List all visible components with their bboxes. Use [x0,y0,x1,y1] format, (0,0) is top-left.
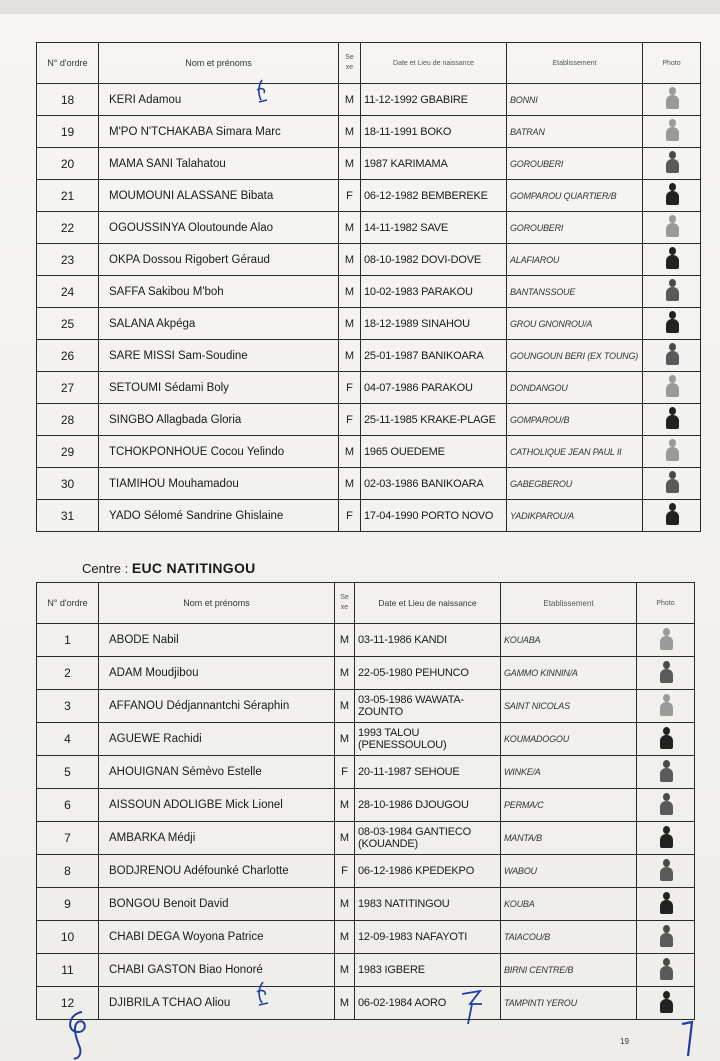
portrait-photo-icon [665,277,679,303]
order-number-cell: 5 [37,756,99,789]
sex-cell: M [339,244,361,276]
candidate-name-cell: BODJRENOU Adéfounké Charlotte [99,855,335,888]
table-row [37,468,701,500]
birth-date-place-cell: 1993 TALOU (PENESSOULOU) [355,723,501,756]
establishment-cell: KOUBA [501,888,637,921]
establishment-cell: GAMMO KINNIN/A [501,657,637,690]
header-photo: Photo [637,583,695,624]
table-row [37,888,695,921]
birth-date-place-cell: 06-12-1986 KPEDEKPO [355,855,501,888]
portrait-photo-icon [665,469,679,495]
portrait-photo-icon [659,791,673,817]
establishment-cell: WABOU [501,855,637,888]
photo-cell [643,436,701,468]
order-number-cell: 10 [37,921,99,954]
candidate-name-cell: DJIBRILA TCHAO Aliou [99,987,335,1020]
header-name: Nom et prénoms [99,43,339,84]
birth-date-place-cell: 08-10-1982 DOVI-DOVE [361,244,507,276]
photo-cell [637,855,695,888]
sex-cell: M [335,690,355,723]
birth-date-place-cell: 12-09-1983 NAFAYOTI [355,921,501,954]
sex-cell: M [335,822,355,855]
header-sex: Se xe [339,43,361,84]
photo-cell [637,888,695,921]
photo-cell [643,180,701,212]
photo-cell [637,723,695,756]
photo-cell [637,624,695,657]
order-number-cell: 30 [37,468,99,500]
order-number-cell: 31 [37,500,99,532]
establishment-cell: GOROUBERI [507,148,643,180]
portrait-photo-icon [659,956,673,982]
order-number-cell: 1 [37,624,99,657]
table-row [37,148,701,180]
portrait-photo-icon [665,181,679,207]
photo-cell [643,468,701,500]
header-establishment: Etablissement [501,583,637,624]
sex-cell: F [335,855,355,888]
order-number-cell: 23 [37,244,99,276]
photo-cell [637,756,695,789]
birth-date-place-cell: 08-03-1984 GANTIECO (KOUANDE) [355,822,501,855]
candidate-name-cell: OGOUSSINYA Oloutounde Alao [99,212,339,244]
order-number-cell: 11 [37,954,99,987]
portrait-photo-icon [665,245,679,271]
order-number-cell: 6 [37,789,99,822]
candidate-name-cell: SETOUMI Sédami Boly [99,372,339,404]
photo-cell [637,954,695,987]
portrait-photo-icon [665,309,679,335]
header-sex: Se xe [335,583,355,624]
portrait-photo-icon [659,626,673,652]
table-row [37,404,701,436]
centre-label: Centre : [82,561,129,576]
candidate-name-cell: MAMA SANI Talahatou [99,148,339,180]
portrait-photo-icon [659,824,673,850]
establishment-cell: BANTANSSOUE [507,276,643,308]
header-order-number: N° d'ordre [37,583,99,624]
establishment-cell: GOMPAROU QUARTIER/B [507,180,643,212]
portrait-photo-icon [665,213,679,239]
header-order-number: N° d'ordre [37,43,99,84]
centre-name: EUC NATITINGOU [131,560,256,576]
photo-cell [637,789,695,822]
birth-date-place-cell: 1983 IGBERE [355,954,501,987]
table-row [37,954,695,987]
birth-date-place-cell: 03-11-1986 KANDI [355,624,501,657]
sex-cell: M [339,116,361,148]
table-row [37,372,701,404]
sex-cell: M [339,436,361,468]
candidate-name-cell: SARE MISSI Sam-Soudine [99,340,339,372]
photo-cell [643,212,701,244]
portrait-photo-icon [665,405,679,431]
table-row [37,84,701,116]
candidate-name-cell: SALANA Akpéga [99,308,339,340]
establishment-cell: KOUMADOGOU [501,723,637,756]
order-number-cell: 12 [37,987,99,1020]
candidate-name-cell: MOUMOUNI ALASSANE Bibata [99,180,339,212]
photo-cell [643,500,701,532]
order-number-cell: 7 [37,822,99,855]
candidate-name-cell: ABODE Nabil [99,624,335,657]
table-row [37,624,695,657]
portrait-photo-icon [665,373,679,399]
establishment-cell: MANTA/B [501,822,637,855]
table-row [37,212,701,244]
header-name: Nom et prénoms [99,583,335,624]
portrait-photo-icon [659,758,673,784]
birth-date-place-cell: 22-05-1980 PEHUNCO [355,657,501,690]
sex-cell: M [339,468,361,500]
handwritten-tick-mark [676,1018,700,1058]
establishment-cell: PERMA/C [501,789,637,822]
birth-date-place-cell: 04-07-1986 PARAKOU [361,372,507,404]
header-birth: Date et Lieu de naissance [361,43,507,84]
candidate-name-cell: AFFANOU Dédjannantchi Séraphin [99,690,335,723]
establishment-cell: GOROUBERI [507,212,643,244]
establishment-cell: YADIKPAROU/A [507,500,643,532]
photo-cell [643,404,701,436]
table-row [37,921,695,954]
portrait-photo-icon [665,85,679,111]
sex-cell: M [335,624,355,657]
portrait-photo-icon [665,341,679,367]
portrait-photo-icon [659,857,673,883]
birth-date-place-cell: 18-12-1989 SINAHOU [361,308,507,340]
order-number-cell: 27 [37,372,99,404]
order-number-cell: 9 [37,888,99,921]
candidate-name-cell: SINGBO Allagbada Gloria [99,404,339,436]
table-row [37,723,695,756]
portrait-photo-icon [659,725,673,751]
establishment-cell: SAINT NICOLAS [501,690,637,723]
establishment-cell: TAMPINTI YEROU [501,987,637,1020]
establishment-cell: GOMPAROU/B [507,404,643,436]
establishment-cell: BIRNI CENTRE/B [501,954,637,987]
candidate-name-cell: OKPA Dossou Rigobert Géraud [99,244,339,276]
order-number-cell: 26 [37,340,99,372]
establishment-cell: DONDANGOU [507,372,643,404]
candidates-table-2 [36,582,695,1020]
candidate-name-cell: ADAM Moudjibou [99,657,335,690]
table-row [37,116,701,148]
order-number-cell: 19 [37,116,99,148]
photo-cell [643,84,701,116]
sex-cell: F [339,180,361,212]
table-row [37,276,701,308]
candidate-name-cell: CHABI GASTON Biao Honoré [99,954,335,987]
birth-date-place-cell: 18-11-1991 BOKO [361,116,507,148]
order-number-cell: 18 [37,84,99,116]
table-row [37,789,695,822]
order-number-cell: 4 [37,723,99,756]
sex-cell: F [339,404,361,436]
birth-date-place-cell: 17-04-1990 PORTO NOVO [361,500,507,532]
order-number-cell: 2 [37,657,99,690]
table-row [37,308,701,340]
order-number-cell: 20 [37,148,99,180]
birth-date-place-cell: 25-11-1985 KRAKE-PLAGE [361,404,507,436]
sex-cell: M [335,723,355,756]
photo-cell [643,372,701,404]
sex-cell: M [335,789,355,822]
header-birth: Date et Lieu de naissance [355,583,501,624]
candidate-name-cell: CHABI DEGA Woyona Patrice [99,921,335,954]
portrait-photo-icon [659,989,673,1015]
table-row [37,244,701,276]
order-number-cell: 21 [37,180,99,212]
candidate-name-cell: SAFFA Sakibou M'boh [99,276,339,308]
table-row [37,855,695,888]
portrait-photo-icon [659,890,673,916]
candidate-name-cell: YADO Sélomé Sandrine Ghislaine [99,500,339,532]
order-number-cell: 8 [37,855,99,888]
sex-cell: M [335,921,355,954]
sex-cell: M [339,212,361,244]
order-number-cell: 28 [37,404,99,436]
photo-cell [637,987,695,1020]
photo-cell [637,822,695,855]
establishment-cell: CATHOLIQUE JEAN PAUL II [507,436,643,468]
candidate-name-cell: AMBARKA Médji [99,822,335,855]
photo-cell [643,308,701,340]
candidate-name-cell: KERI Adamou [99,84,339,116]
table-header-row [37,583,695,624]
candidate-name-cell: M'PO N'TCHAKABA Simara Marc [99,116,339,148]
photo-cell [643,148,701,180]
photo-cell [637,690,695,723]
establishment-cell: GROU GNONROU/A [507,308,643,340]
birth-date-place-cell: 25-01-1987 BANIKOARA [361,340,507,372]
candidates-table-1 [36,42,701,532]
photo-cell [637,657,695,690]
candidate-name-cell: BONGOU Benoit David [99,888,335,921]
portrait-photo-icon [665,501,679,527]
order-number-cell: 29 [37,436,99,468]
order-number-cell: 22 [37,212,99,244]
sex-cell: M [335,954,355,987]
portrait-photo-icon [659,692,673,718]
table-row [37,690,695,723]
sex-cell: M [339,340,361,372]
establishment-cell: BATRAN [507,116,643,148]
sex-cell: M [339,84,361,116]
birth-date-place-cell: 1983 NATITINGOU [355,888,501,921]
sex-cell: M [339,148,361,180]
photo-cell [643,340,701,372]
portrait-photo-icon [659,923,673,949]
table-row [37,987,695,1020]
establishment-cell: GOUNGOUN BERI (EX TOUNG) [507,340,643,372]
portrait-photo-icon [659,659,673,685]
birth-date-place-cell: 14-11-1982 SAVE [361,212,507,244]
centre-heading [82,560,256,576]
portrait-photo-icon [665,117,679,143]
candidate-name-cell: TIAMIHOU Mouhamadou [99,468,339,500]
order-number-cell: 3 [37,690,99,723]
establishment-cell: BONNI [507,84,643,116]
header-photo: Photo [643,43,701,84]
page-top-shadow [0,0,720,14]
birth-date-place-cell: 20-11-1987 SEHOUE [355,756,501,789]
birth-date-place-cell: 1965 OUEDEME [361,436,507,468]
sex-cell: M [335,657,355,690]
candidate-name-cell: TCHOKPONHOUE Cocou Yelindo [99,436,339,468]
table-row [37,657,695,690]
sex-cell: M [335,888,355,921]
birth-date-place-cell: 02-03-1986 BANIKOARA [361,468,507,500]
table-row [37,340,701,372]
candidate-name-cell: AISSOUN ADOLIGBE Mick Lionel [99,789,335,822]
birth-date-place-cell: 06-02-1984 AORO [355,987,501,1020]
establishment-cell: KOUABA [501,624,637,657]
table-row [37,500,701,532]
order-number-cell: 25 [37,308,99,340]
order-number-cell: 24 [37,276,99,308]
portrait-photo-icon [665,437,679,463]
sex-cell: F [339,372,361,404]
sex-cell: F [335,756,355,789]
table-row [37,180,701,212]
birth-date-place-cell: 28-10-1986 DJOUGOU [355,789,501,822]
photo-cell [643,116,701,148]
establishment-cell: WINKE/A [501,756,637,789]
sex-cell: M [339,276,361,308]
establishment-cell: TAIACOU/B [501,921,637,954]
portrait-photo-icon [665,149,679,175]
birth-date-place-cell: 1987 KARIMAMA [361,148,507,180]
table-row [37,756,695,789]
table-header-row [37,43,701,84]
photo-cell [643,244,701,276]
photo-cell [637,921,695,954]
birth-date-place-cell: 11-12-1992 GBABIRE [361,84,507,116]
page-number: 19 [620,1037,629,1046]
header-establishment: Etablissement [507,43,643,84]
birth-date-place-cell: 03-05-1986 WAWATA-ZOUNTO [355,690,501,723]
table-row [37,822,695,855]
sex-cell: F [339,500,361,532]
establishment-cell: ALAFIAROU [507,244,643,276]
establishment-cell: GABEGBEROU [507,468,643,500]
photo-cell [643,276,701,308]
table-row [37,436,701,468]
sex-cell: M [339,308,361,340]
sex-cell: M [335,987,355,1020]
birth-date-place-cell: 10-02-1983 PARAKOU [361,276,507,308]
candidate-name-cell: AHOUIGNAN Sémèvo Estelle [99,756,335,789]
candidate-name-cell: AGUEWE Rachidi [99,723,335,756]
birth-date-place-cell: 06-12-1982 BEMBEREKE [361,180,507,212]
